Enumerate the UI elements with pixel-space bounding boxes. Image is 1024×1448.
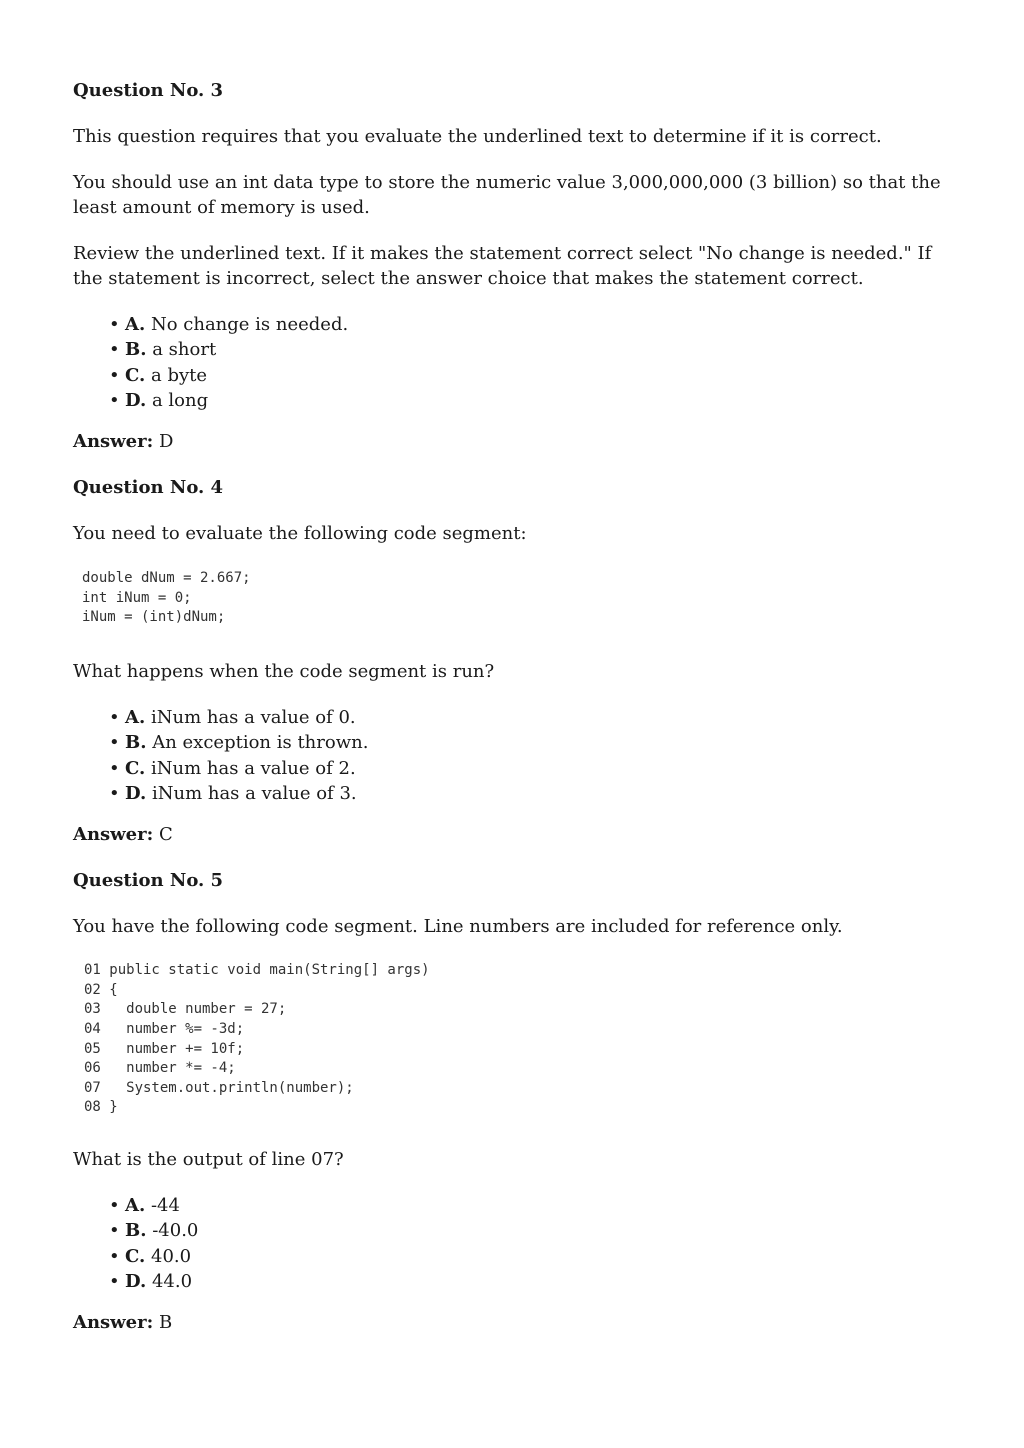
question-paragraph: You should use an int data type to store the numeric value 3,000,000,000 (3 billion) so that the least amount of memory is used. [73, 172, 941, 218]
document-page [73, 78, 953, 1335]
question-paragraph: You have the following code segment. Line numbers are included for reference only. [73, 916, 843, 938]
bullet-icon: • [109, 389, 120, 411]
code-line: 02 { [84, 981, 118, 998]
option-letter: B. [125, 339, 147, 361]
code-line: 05 number += 10f; [84, 1040, 245, 1057]
question-4 [73, 475, 953, 847]
bullet-icon: • [109, 1194, 120, 1216]
code-line: 08 } [84, 1099, 118, 1116]
answer-value: D [159, 431, 174, 453]
option-letter: A. [125, 1194, 146, 1216]
code-block [73, 569, 953, 628]
option-letter: B. [125, 732, 147, 754]
option-text: 40.0 [151, 1245, 192, 1267]
code-block [73, 961, 953, 1118]
bullet-icon: • [109, 706, 120, 728]
option-text: a short [152, 339, 217, 361]
code-line: int iNum = 0; [82, 589, 192, 606]
option-item [73, 756, 953, 781]
question-paragraph: You need to evaluate the following code segment: [73, 523, 527, 545]
code-line: double dNum = 2.667; [82, 570, 251, 587]
option-text: a long [151, 389, 209, 411]
option-text: -40.0 [152, 1220, 199, 1242]
question-heading: Question No. 3 [73, 80, 224, 101]
question-paragraph: This question requires that you evaluate the underlined text to determine if it is correct. [73, 126, 882, 147]
bullet-icon: • [109, 314, 120, 335]
code-line: 07 System.out.println(number); [84, 1079, 354, 1096]
question-heading: Question No. 4 [73, 477, 224, 499]
option-letter: C. [125, 364, 146, 386]
option-item [73, 388, 953, 413]
option-list [73, 1193, 953, 1294]
option-item [73, 1244, 953, 1269]
option-text: iNum has a value of 0. [150, 706, 356, 728]
option-text: iNum has a value of 2. [151, 757, 356, 779]
bullet-icon: • [109, 732, 120, 754]
option-text: 44.0 [151, 1270, 193, 1292]
question-3 [73, 78, 953, 454]
answer-value: B [159, 1312, 173, 1334]
option-item [73, 1269, 953, 1294]
option-item [73, 363, 953, 388]
bullet-icon: • [109, 1220, 120, 1242]
bullet-icon: • [109, 782, 120, 804]
option-item [73, 781, 953, 806]
question-prompt: What is the output of line 07? [73, 1148, 344, 1170]
option-text: -44 [150, 1194, 180, 1216]
option-list [73, 312, 953, 413]
answer-line [73, 1310, 953, 1335]
option-item [73, 1193, 953, 1218]
option-item [73, 730, 953, 755]
option-letter: B. [125, 1220, 147, 1242]
option-item [73, 1218, 953, 1243]
bullet-icon: • [109, 1270, 120, 1292]
answer-label: Answer: [73, 1312, 154, 1334]
option-letter: A. [125, 706, 146, 728]
question-5 [73, 868, 953, 1335]
option-item [73, 705, 953, 730]
code-line: 01 public static void main(String[] args) [84, 962, 430, 979]
bullet-icon: • [109, 339, 120, 361]
option-letter: D. [125, 782, 147, 804]
option-text: a byte [151, 364, 208, 386]
option-text: An exception is thrown. [152, 732, 369, 754]
question-paragraph: Review the underlined text. If it makes the statement correct select "No change is needed." If the statement is incorrect, select the answer choice that makes the statement correct. [73, 243, 932, 289]
bullet-icon: • [109, 757, 120, 779]
option-letter: D. [125, 389, 147, 411]
option-text: iNum has a value of 3. [151, 782, 357, 804]
question-prompt: What happens when the code segment is run? [73, 660, 495, 682]
option-letter: A. [125, 314, 146, 335]
answer-line [73, 429, 953, 454]
option-list [73, 705, 953, 806]
option-letter: C. [125, 1245, 146, 1267]
answer-value: C [159, 824, 173, 846]
answer-label: Answer: [73, 824, 154, 846]
option-item [73, 337, 953, 362]
option-item [73, 312, 953, 337]
code-line: 04 number %= -3d; [84, 1020, 245, 1037]
code-line: 03 double number = 27; [84, 1001, 287, 1018]
option-text: No change is needed. [150, 314, 349, 335]
option-letter: D. [125, 1270, 147, 1292]
bullet-icon: • [109, 364, 120, 386]
question-heading: Question No. 5 [73, 870, 224, 892]
answer-label: Answer: [73, 431, 154, 453]
option-letter: C. [125, 757, 146, 779]
bullet-icon: • [109, 1245, 120, 1267]
code-line: iNum = (int)dNum; [82, 609, 226, 626]
answer-line [73, 822, 953, 847]
code-line: 06 number *= -4; [84, 1060, 236, 1077]
